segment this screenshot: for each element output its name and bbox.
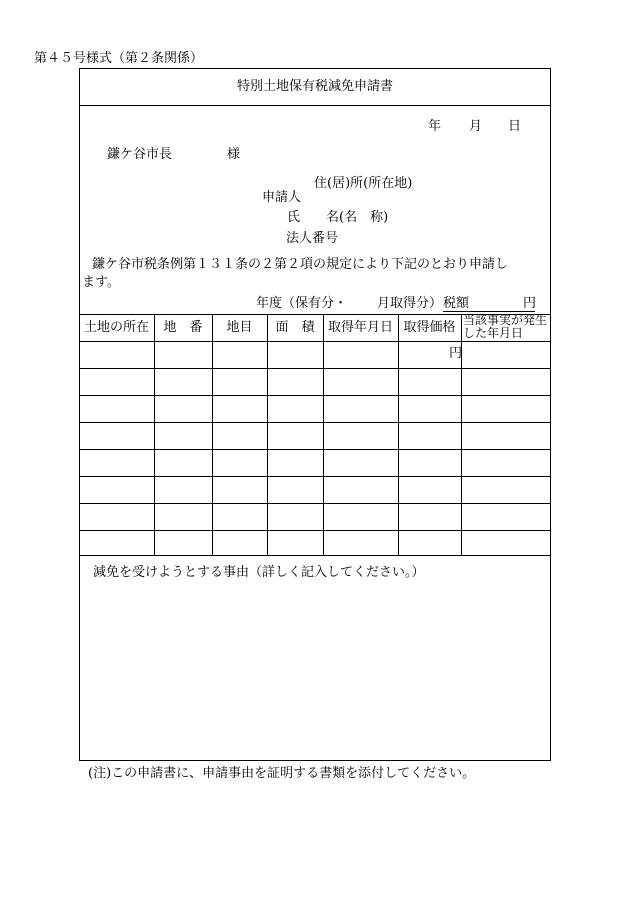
table-column-line [212,314,213,555]
tax-amount-underline [443,311,535,312]
fiscal-year-label: 年度（保有分・ [256,296,348,311]
reason-label: 減免を受けようとする事由（詳しく記入してください。） [93,565,425,580]
table-row-line [79,395,551,396]
header-event-date: 当該事実が発生した年月日 [463,313,548,340]
date-month-label: 月 [469,119,483,134]
applicant-corporate-number-label: 法人番号 [286,231,339,246]
applicant-name-label: 氏 名(名 称) [287,210,389,225]
header-acquisition-price: 取得価格 [403,320,456,335]
table-row-line [79,422,551,423]
header-land-location: 土地の所在 [83,320,149,335]
note-text: (注)この申請書に、申請事由を証明する書類を添付してください。 [88,766,476,781]
addressee-mayor: 鎌ケ谷市長 [107,147,173,162]
applicant-label: 申請人 [262,190,302,205]
table-row-line [79,530,551,531]
table-row-line [79,368,551,369]
table-row-line [79,503,551,504]
applicant-address-label: 住(居)所(所在地) [314,176,413,191]
date-day-label: 日 [508,119,522,134]
table-column-line [267,314,268,555]
header-land-category: 地目 [226,320,253,335]
table-bottom-line [79,555,551,556]
addressee-honorific: 様 [227,147,241,162]
table-row-line [79,476,551,477]
statement-line-1: 鎌ケ谷市税条例第１３１条の２第２項の規定により下記のとおり申請し [92,257,509,272]
statement-line-2: ます。 [82,275,120,290]
header-lot-number: 地 番 [163,320,203,335]
header-acquisition-date: 取得年月日 [327,320,393,335]
table-column-line [154,314,155,555]
tax-amount-label: 税額 [443,296,470,311]
header-area: 面 積 [275,320,315,335]
tax-amount-yen: 円 [523,296,537,311]
fiscal-acquisition-label: 月取得分） [377,296,443,311]
table-header-line [79,341,551,342]
form-title: 特別土地保有税減免申請書 [236,79,393,94]
table-row-line [79,449,551,450]
form-number: 第４５号様式（第２条関係） [34,51,204,66]
table-column-line [398,314,399,555]
title-divider [79,105,551,106]
form-frame [79,68,551,761]
table-column-line [323,314,324,555]
date-year-label: 年 [428,119,442,134]
price-unit-yen: 円 [449,346,463,361]
